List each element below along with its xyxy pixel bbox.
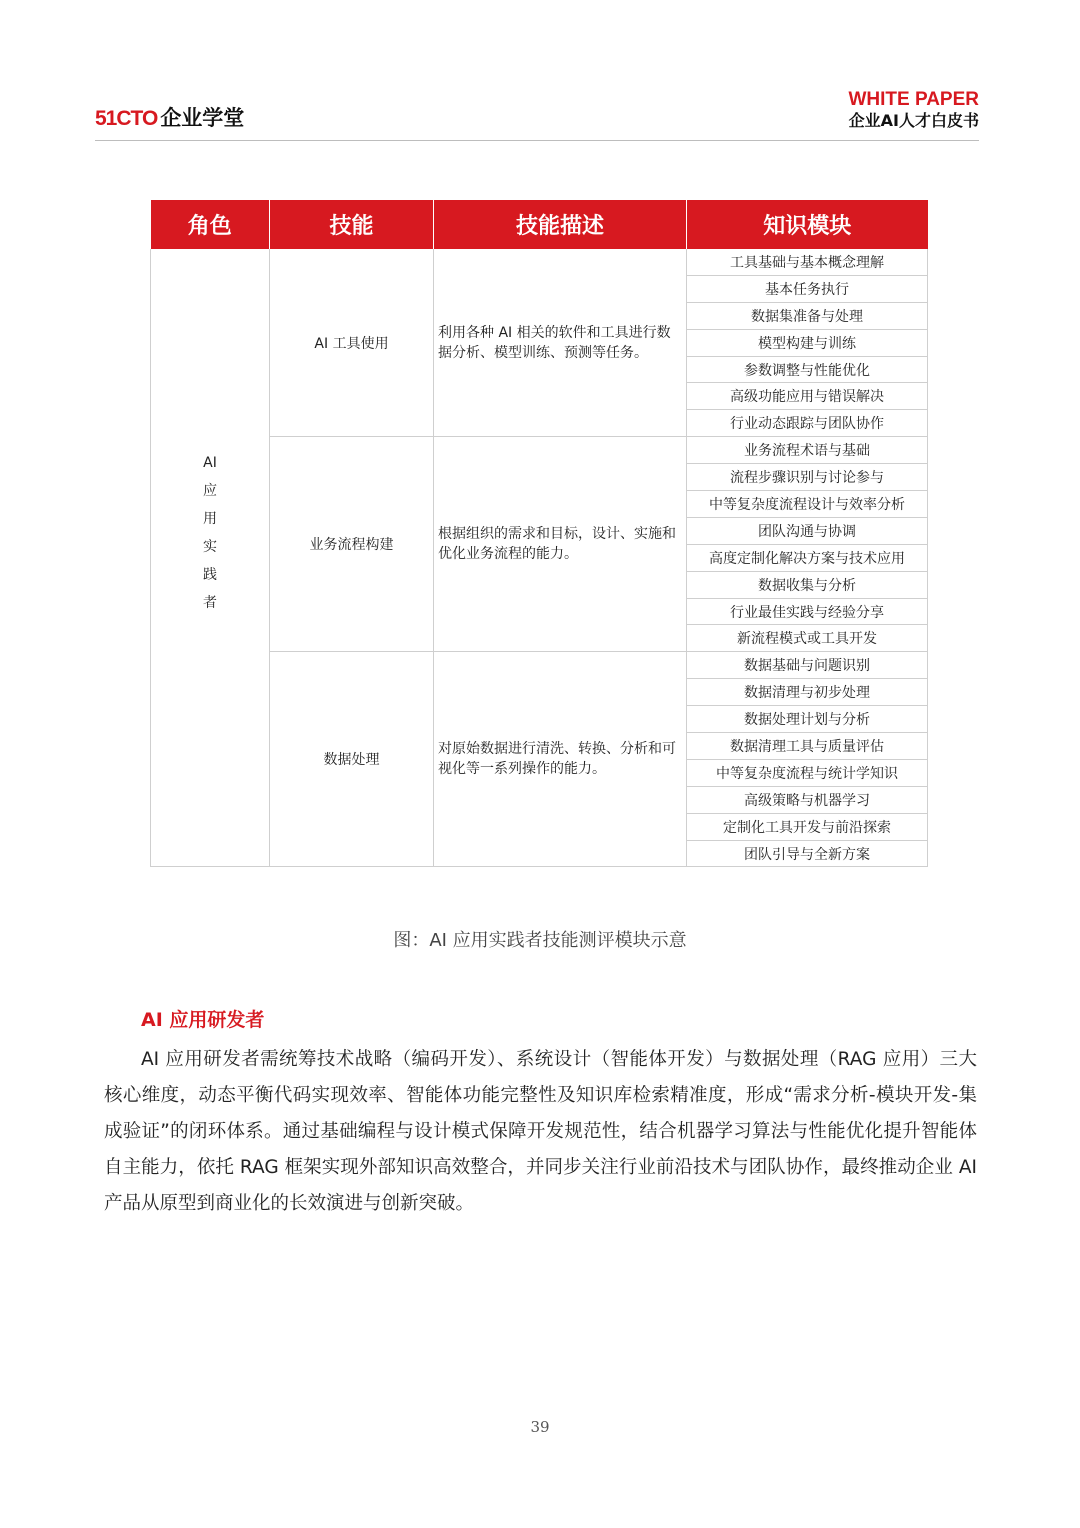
module-cell: 团队沟通与协调 xyxy=(687,517,928,544)
white-paper-title: WHITE PAPER xyxy=(848,89,979,110)
module-cell: 高度定制化解决方案与技术应用 xyxy=(687,544,928,571)
module-cell: 业务流程术语与基础 xyxy=(687,437,928,464)
module-cell: 数据处理计划与分析 xyxy=(687,706,928,733)
module-cell: 高级策略与机器学习 xyxy=(687,786,928,813)
logo-text: 企业学堂 xyxy=(160,106,245,130)
module-cell: 数据清理工具与质量评估 xyxy=(687,733,928,760)
module-cell: 数据基础与问题识别 xyxy=(687,652,928,679)
column-header-description: 技能描述 xyxy=(434,200,687,249)
logo-number: 51CTO xyxy=(95,107,158,130)
module-cell: 工具基础与基本概念理解 xyxy=(687,249,928,275)
figure-caption: 图：AI 应用实践者技能测评模块示意 xyxy=(393,930,687,951)
skill-cell-ai-tools: AI 工具使用 xyxy=(270,249,434,437)
module-cell: 团队引导与全新方案 xyxy=(687,840,928,867)
role-char: AI xyxy=(203,454,217,471)
table-row xyxy=(151,249,928,275)
description-cell-data: 对原始数据进行清洗、转换、分析和可视化等一系列操作的能力。 xyxy=(434,652,687,867)
module-cell: 高级功能应用与错误解决 xyxy=(687,383,928,410)
table-header-row xyxy=(151,200,928,249)
module-cell: 行业最佳实践与经验分享 xyxy=(687,598,928,625)
description-cell-ai-tools: 利用各种 AI 相关的软件和工具进行数据分析、模型训练、预测等任务。 xyxy=(434,249,687,437)
body-paragraph: AI 应用研发者需统筹技术战略（编码开发）、系统设计（智能体开发）与数据处理（RAG 应用）三大核心维度，动态平衡代码实现效率、智能体功能完整性及知识库检索精准度，形成“需求分析-模块开发-集成验证”的闭环体系。通过基础编程与设计模式保障开发规范性，结合机器学习算法与性能优化提升智能体自主能力，依托 RAG 框架实现外部知识高效整合，并同步关注行业前沿技术与团队协作，最终推动企业 AI 产品从原型到商业化的长效演进与创新突破。 xyxy=(104,1049,977,1214)
role-cell xyxy=(151,249,270,867)
module-cell: 新流程模式或工具开发 xyxy=(687,625,928,652)
role-char: 者 xyxy=(203,594,217,611)
role-char: 践 xyxy=(203,566,217,583)
white-paper-label xyxy=(848,90,979,129)
role-char: 用 xyxy=(203,510,217,527)
description-cell-process: 根据组织的需求和目标，设计、实施和优化业务流程的能力。 xyxy=(434,437,687,652)
module-cell: 参数调整与性能优化 xyxy=(687,356,928,383)
white-paper-subtitle: 企业AI人才白皮书 xyxy=(848,111,979,130)
column-header-modules: 知识模块 xyxy=(687,200,928,249)
skill-cell-data: 数据处理 xyxy=(270,652,434,867)
module-cell: 基本任务执行 xyxy=(687,275,928,302)
brand-logo xyxy=(95,102,244,132)
page-header xyxy=(95,88,979,141)
module-cell: 行业动态跟踪与团队协作 xyxy=(687,410,928,437)
module-cell: 模型构建与训练 xyxy=(687,329,928,356)
skills-table xyxy=(150,200,928,867)
page-number: 39 xyxy=(530,1418,550,1436)
module-cell: 中等复杂度流程设计与效率分析 xyxy=(687,491,928,518)
module-cell: 数据收集与分析 xyxy=(687,571,928,598)
module-cell: 流程步骤识别与讨论参与 xyxy=(687,464,928,491)
column-header-role: 角色 xyxy=(151,200,270,249)
section-title: AI 应用研发者 xyxy=(141,1009,265,1031)
role-char: 应 xyxy=(203,482,217,499)
module-cell: 中等复杂度流程与统计学知识 xyxy=(687,759,928,786)
module-cell: 数据集准备与处理 xyxy=(687,302,928,329)
column-header-skill: 技能 xyxy=(270,200,434,249)
skill-cell-process: 业务流程构建 xyxy=(270,437,434,652)
module-cell: 数据清理与初步处理 xyxy=(687,679,928,706)
role-char: 实 xyxy=(203,538,217,555)
module-cell: 定制化工具开发与前沿探索 xyxy=(687,813,928,840)
